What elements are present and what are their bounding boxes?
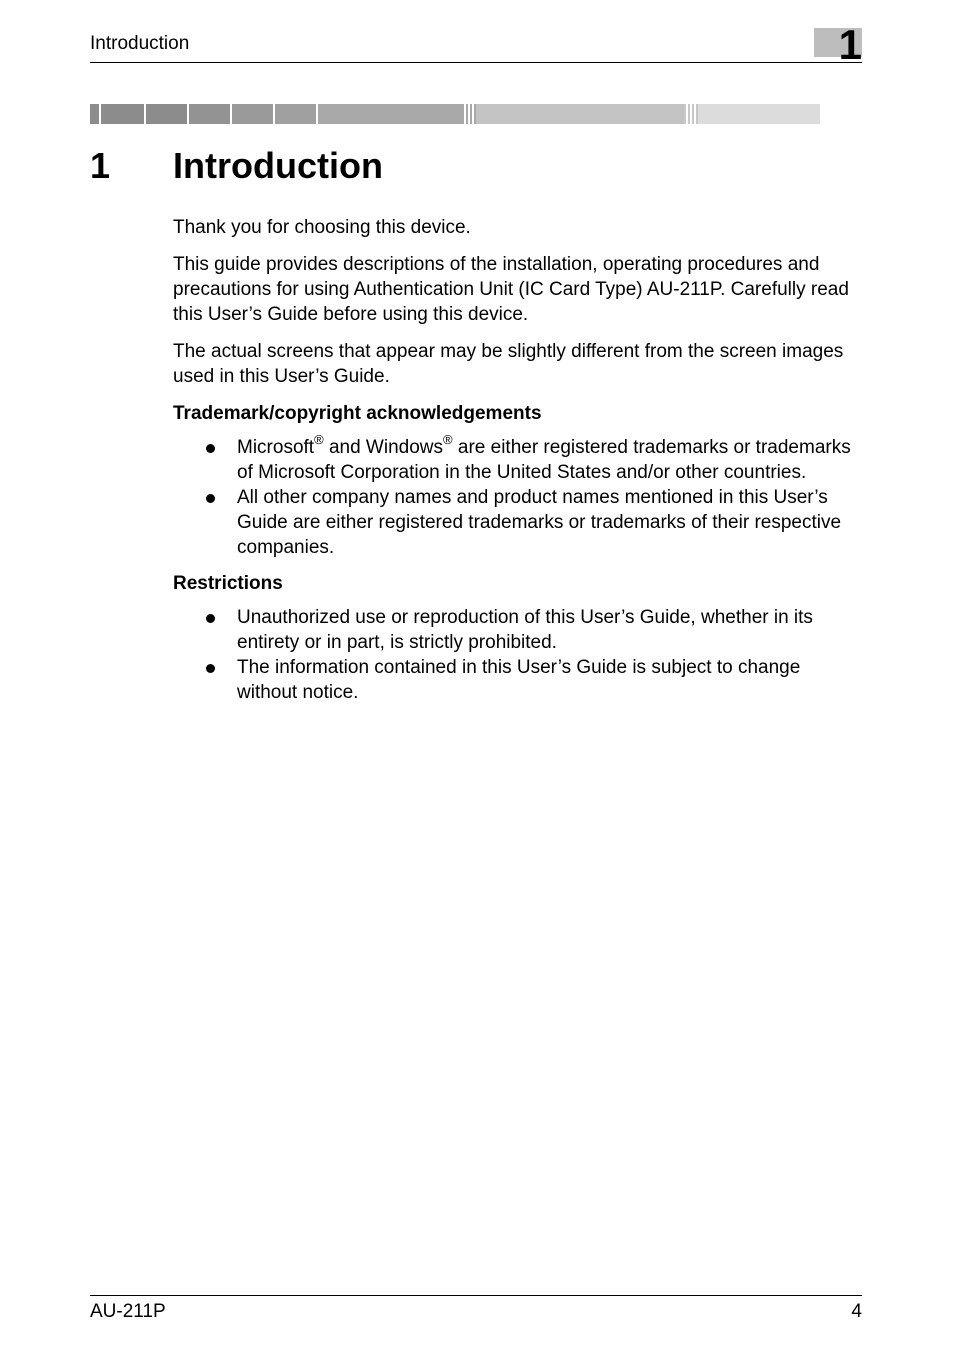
bar-segment [146, 104, 187, 124]
chapter-tab-number: 1 [838, 21, 862, 68]
trademark-microsoft: Microsoft [237, 437, 315, 458]
bullet-icon [206, 494, 215, 503]
registered-mark: ® [314, 431, 324, 447]
bar-stripes [684, 104, 698, 124]
list-item-text: Unauthorized use or reproduction of this User’s Guide, whether in its entirety or in part, is strictly prohibited. [237, 607, 813, 653]
bar-segment [189, 104, 230, 124]
list-item-text: All other company names and product names mentioned in this User’s Guide are either registered trademarks or trademarks of their respective companies. [237, 487, 842, 558]
trademarks-heading: Trademark/copyright acknowledgements [173, 403, 542, 424]
list-item-text: The information contained in this User’s Guide is subject to change without notice. [237, 657, 801, 703]
chapter-body [173, 215, 863, 716]
list-item [173, 605, 863, 655]
restrictions-list [173, 605, 863, 705]
registered-mark: ® [443, 431, 453, 447]
list-item [173, 431, 863, 485]
chapter-title: Introduction [173, 145, 383, 186]
trademarks-list [173, 431, 863, 560]
intro-paragraph-2: This guide provides descriptions of the installation, operating procedures and precautions for using Authentication Unit (IC Card Type) AU-211P. Carefully read this User’s Guide before using this device. [173, 254, 849, 325]
footer-page-number: 4 [851, 1301, 862, 1322]
bullet-icon [206, 664, 215, 673]
bullet-icon [206, 614, 215, 623]
list-item [173, 655, 863, 705]
bar-segment [698, 104, 820, 124]
bar-segment [232, 104, 273, 124]
bullet-icon [206, 444, 215, 453]
intro-paragraph-3: The actual screens that appear may be slightly different from the screen images used in this User’s Guide. [173, 341, 844, 387]
decorative-chapter-bar [90, 104, 862, 124]
intro-paragraph-1: Thank you for choosing this device. [173, 217, 471, 238]
bar-segment [476, 104, 684, 124]
bar-segment [101, 104, 144, 124]
footer-rule [90, 1295, 862, 1296]
trademark-windows: and Windows [323, 437, 444, 458]
restrictions-heading: Restrictions [173, 573, 283, 594]
bar-stripes [462, 104, 476, 124]
header-rule [90, 62, 862, 63]
running-header-title: Introduction [90, 33, 190, 54]
trademark-statement: are either registered trademarks or trademarks of Microsoft Corporation in the United States and/or other countries. [237, 437, 851, 483]
footer-model-name: AU-211P [90, 1301, 166, 1322]
list-item [173, 485, 863, 560]
chapter-number: 1 [90, 145, 111, 186]
bar-segment [90, 104, 99, 124]
bar-segment [318, 104, 462, 124]
bar-segment [275, 104, 316, 124]
